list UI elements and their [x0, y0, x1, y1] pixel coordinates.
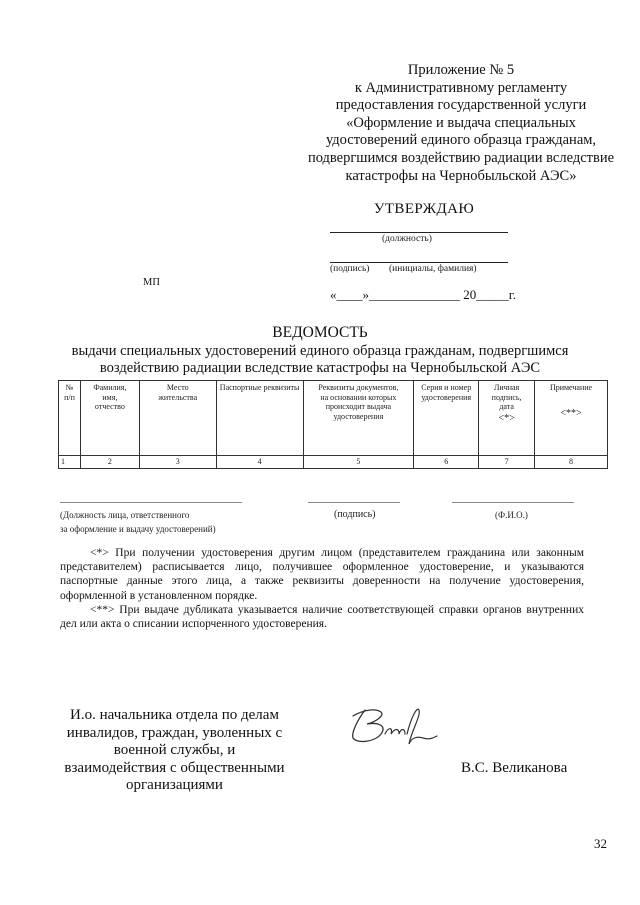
footnote-1: <*> При получении удостоверения другим лицом (представителем гражданина или законным представителем) расписывается лицо, получившее оформленное удостоверение, и указываются паспортные данные этого лица, а также реквизиты доверенности на получение удостоверения, оформленной в установленном порядке. — [60, 547, 584, 602]
column-number: 1 — [59, 456, 81, 469]
header-cell: Реквизиты документов, на основании которых происходит выдача удостоверения — [303, 381, 414, 456]
subtitle-line: воздействию радиации вследствие катастрофы на Чернобыльской АЭС — [99, 360, 541, 376]
header-cell: Место жительства — [139, 381, 216, 456]
name-label: (Ф.И.О.) — [495, 510, 528, 520]
header-cell: Паспортные реквизиты — [216, 381, 303, 456]
responsible-label: (Должность лица, ответственного за оформление и выдачу удостоверений) — [60, 510, 216, 534]
position-line — [330, 232, 508, 233]
appendix-line: Приложение № 5 — [407, 62, 515, 78]
chief-title: И.о. начальника отдела по делам инвалидов, граждан, уволенных с военной службы, и взаимодействия с общественными организациями — [64, 707, 285, 794]
handwritten-signature — [345, 698, 445, 758]
header-cell: Примечание <**> — [535, 381, 608, 456]
approval-title: УТВЕРЖДАЮ — [373, 201, 475, 217]
column-number: 2 — [80, 456, 139, 469]
header-cell: Личная подпись, дата <*> — [479, 381, 535, 456]
register-table — [58, 380, 608, 469]
appendix-line: «Оформление и выдача специальных — [346, 114, 576, 131]
document-subtitle — [60, 343, 580, 377]
appendix-line: подвергшимся воздействию радиации вследствие — [307, 149, 615, 166]
footnote-mark: <**> — [560, 407, 582, 419]
approval-date: «____»______________ 20_____г. — [330, 287, 516, 302]
appendix-line: катастрофы на Чернобыльской АЭС» — [345, 167, 577, 184]
appendix-header — [300, 62, 622, 185]
name-line — [452, 502, 574, 503]
initials-label: (инициалы, фамилия) — [389, 264, 477, 274]
responsible-line — [60, 502, 242, 503]
stamp-label: МП — [143, 277, 160, 288]
page-number: 32 — [594, 836, 607, 851]
document-title: ВЕДОМОСТЬ — [272, 324, 368, 341]
footnotes — [60, 546, 584, 631]
signature-label: (подпись) — [330, 264, 370, 274]
appendix-line: удостоверений единого образца гражданам, — [325, 132, 597, 149]
column-number: 4 — [216, 456, 303, 469]
column-number: 7 — [479, 456, 535, 469]
table-header-row — [59, 381, 608, 456]
position-label: (должность) — [382, 234, 432, 244]
column-number: 5 — [303, 456, 414, 469]
column-number: 6 — [414, 456, 479, 469]
chief-name: В.С. Великанова — [461, 760, 568, 776]
footnote-2: <**> При выдаче дубликата указывается наличие соответствующей справки органов внутренних дел или акта о списании испорченного удостоверения. — [60, 603, 584, 631]
column-number: 3 — [139, 456, 216, 469]
appendix-line: к Административному регламенту — [354, 79, 568, 96]
signoff-signature-label: (подпись) — [334, 509, 376, 520]
appendix-line: предоставления государственной услуги — [335, 97, 587, 114]
subtitle-line: выдачи специальных удостоверений единого образца гражданам, подвергшимся — [71, 343, 569, 359]
header-cell: Серия и номер удостоверения — [414, 381, 479, 456]
header-cell: Фамилия, имя, отчество — [80, 381, 139, 456]
table-number-row — [59, 456, 608, 469]
column-number: 8 — [535, 456, 608, 469]
header-cell: № п/п — [59, 381, 81, 456]
signature-line — [330, 262, 508, 263]
signoff-signature-line — [308, 502, 400, 503]
footnote-mark: <*> — [498, 412, 515, 424]
